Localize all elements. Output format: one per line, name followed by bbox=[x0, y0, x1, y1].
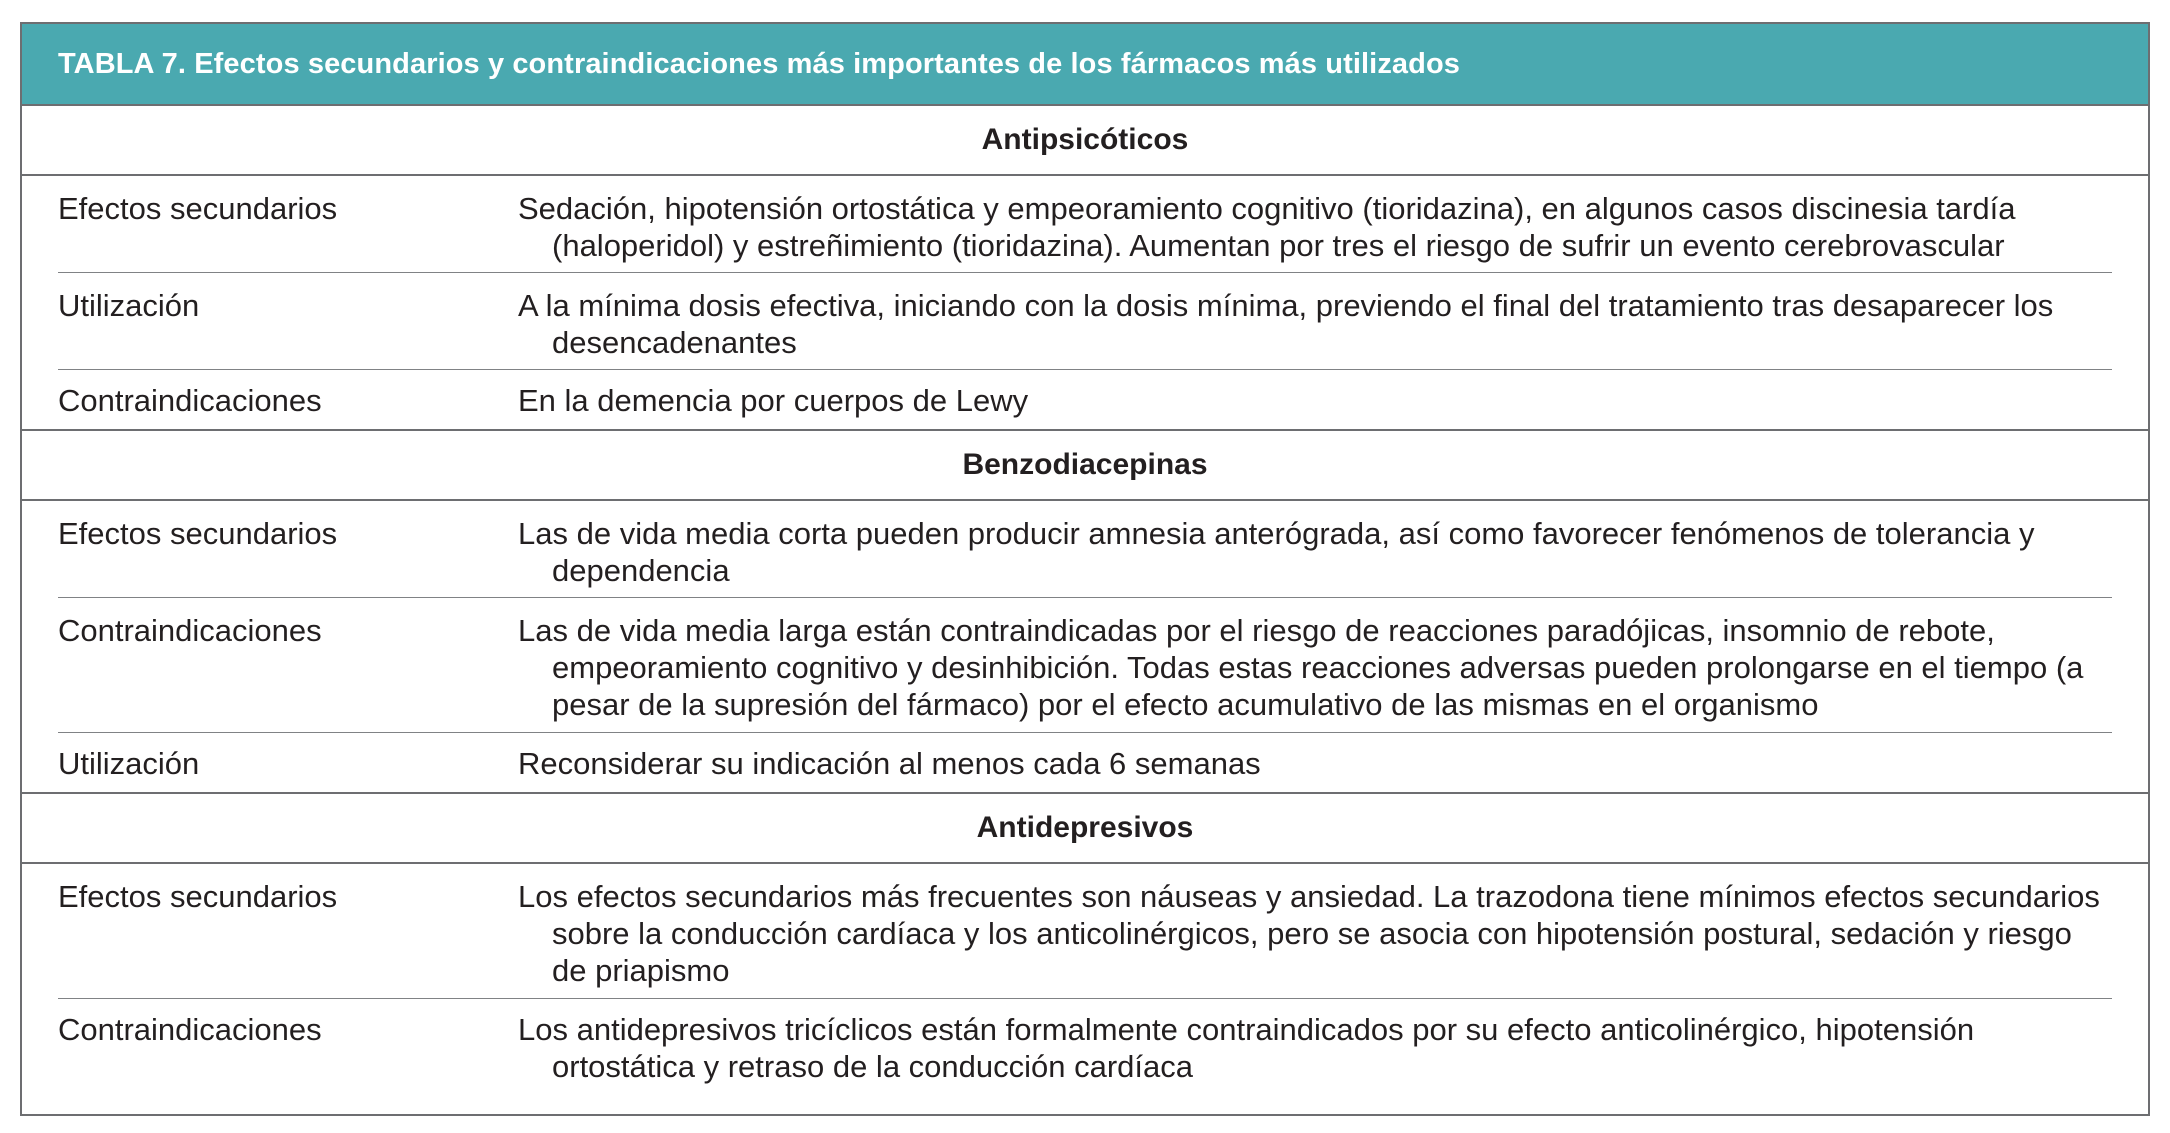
row-text: Las de vida media larga están contraindicadas por el riesgo de reacciones paradójicas, insomnio de rebote, empeoramiento cognitivo y desinhibición. Todas estas reacciones adversas pueden prolongarse en el tiempo (a pesar de la supresión del fármaco) por el efecto acumulativo de las mismas en el organismo bbox=[518, 613, 2084, 722]
table-row bbox=[22, 176, 2148, 273]
row-label: Contraindicaciones bbox=[58, 613, 322, 648]
row-label: Contraindicaciones bbox=[58, 383, 322, 418]
row-label: Efectos secundarios bbox=[58, 879, 338, 914]
table-row bbox=[22, 864, 2148, 999]
row-label: Utilización bbox=[58, 288, 200, 323]
section-antipsicoticos bbox=[22, 106, 2148, 431]
table-row bbox=[22, 733, 2148, 792]
row-label: Utilización bbox=[58, 746, 200, 781]
row-label: Contraindicaciones bbox=[58, 1012, 322, 1047]
section-antidepresivos bbox=[22, 794, 2148, 1109]
row-text: A la mínima dosis efectiva, iniciando con la dosis mínima, previendo el final del tratamiento tras desaparecer los desencadenantes bbox=[518, 288, 2054, 360]
table-row bbox=[22, 501, 2148, 598]
table-row bbox=[22, 598, 2148, 733]
row-text: Sedación, hipotensión ortostática y empeoramiento cognitivo (tioridazina), en algunos casos discinesia tardía (haloperidol) y estreñimiento (tioridazina). Aumentan por tres el riesgo de sufrir un evento cerebrovascular bbox=[518, 191, 2016, 263]
row-label: Efectos secundarios bbox=[58, 191, 338, 226]
section-header: Benzodiacepinas bbox=[22, 431, 2148, 501]
row-text: Los efectos secundarios más frecuentes son náuseas y ansiedad. La trazodona tiene mínimos efectos secundarios sobre la conducción cardíaca y los anticolinérgicos, pero se asocia con hipotensión postural, sedación y riesgo de priapismo bbox=[518, 879, 2100, 988]
table-title: TABLA 7. Efectos secundarios y contraindicaciones más importantes de los fármacos más utilizados bbox=[22, 24, 2148, 106]
section-benzodiacepinas bbox=[22, 431, 2148, 794]
row-text: Reconsiderar su indicación al menos cada 6 semanas bbox=[518, 746, 1261, 781]
table-row bbox=[22, 999, 2148, 1109]
row-text: Los antidepresivos tricíclicos están formalmente contraindicados por su efecto anticolinérgico, hipotensión ortostática y retraso de la conducción cardíaca bbox=[518, 1012, 1975, 1084]
section-header: Antidepresivos bbox=[22, 794, 2148, 864]
drug-table bbox=[20, 22, 2150, 1116]
row-text: Las de vida media corta pueden producir amnesia anterógrada, así como favorecer fenómenos de tolerancia y dependencia bbox=[518, 516, 2035, 588]
row-label: Efectos secundarios bbox=[58, 516, 338, 551]
table-row bbox=[22, 370, 2148, 429]
row-text: En la demencia por cuerpos de Lewy bbox=[518, 383, 1029, 418]
section-header: Antipsicóticos bbox=[22, 106, 2148, 176]
table-row bbox=[22, 273, 2148, 370]
